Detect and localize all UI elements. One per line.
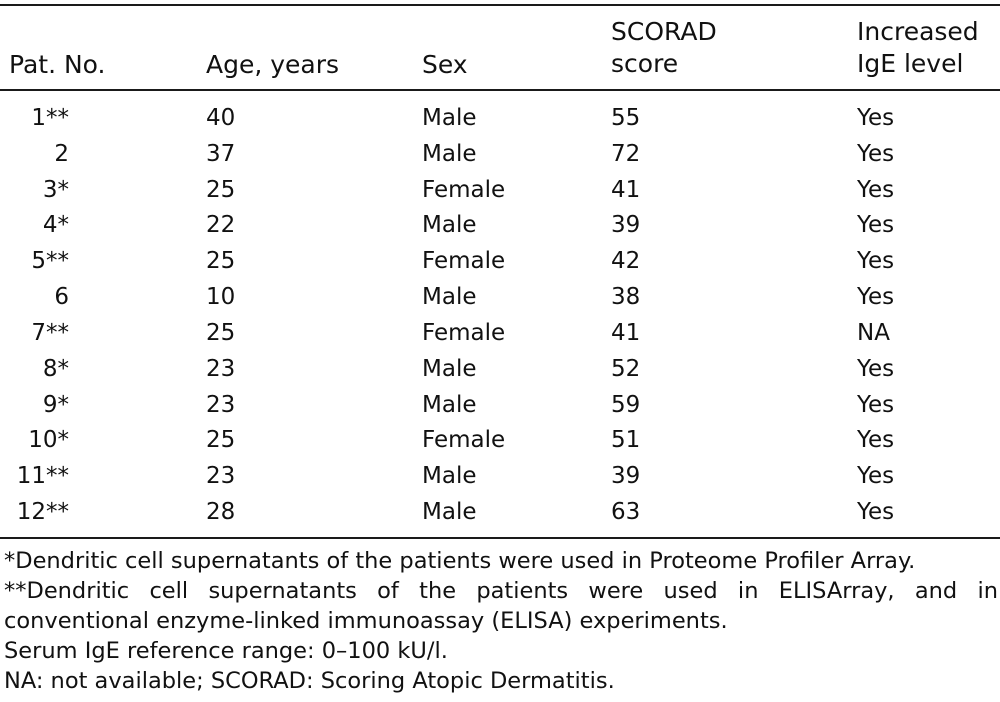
cell-sex: Male (422, 499, 477, 526)
table-footnotes (4, 546, 998, 696)
cell-pat-no: 9* (42, 391, 69, 418)
table-bottom-rule (0, 537, 1000, 539)
cell-ige-level: Yes (857, 176, 895, 203)
cell-age: 22 (206, 212, 236, 239)
cell-pat-no: 12** (16, 499, 69, 526)
cell-age: 37 (206, 140, 236, 167)
cell-sex: Male (422, 140, 477, 167)
cell-pat-no: 7** (31, 319, 69, 346)
table-body (0, 100, 1000, 530)
cell-ige-level: Yes (857, 284, 895, 311)
footnote-double-asterisk-line-2: conventional enzyme-linked immunoassay (ELISA) experiments. (4, 608, 728, 634)
table-row (0, 172, 1000, 208)
cell-sex: Female (422, 248, 506, 275)
table-row (0, 279, 1000, 315)
cell-ige-level: Yes (857, 427, 895, 454)
cell-age: 23 (206, 391, 236, 418)
cell-pat-no: 2 (54, 140, 69, 167)
header-ige-line-1: Increased (857, 17, 979, 46)
cell-sex: Female (422, 176, 506, 203)
cell-age: 23 (206, 463, 236, 490)
cell-pat-no: 8* (42, 355, 69, 382)
cell-ige-level: Yes (857, 463, 895, 490)
cell-ige-level: Yes (857, 140, 895, 167)
cell-sex: Male (422, 212, 477, 239)
cell-sex: Female (422, 427, 506, 454)
cell-age: 25 (206, 427, 236, 454)
cell-sex: Female (422, 319, 506, 346)
cell-pat-no: 11** (16, 463, 69, 490)
cell-pat-no: 5** (31, 248, 69, 275)
cell-ige-level: NA (857, 319, 890, 346)
header-sex (422, 49, 468, 81)
cell-age: 25 (206, 248, 236, 275)
table-row (0, 207, 1000, 243)
cell-ige-level: Yes (857, 391, 895, 418)
cell-sex: Male (422, 391, 477, 418)
cell-scorad-score: 41 (611, 319, 641, 346)
table-header-rule (0, 89, 1000, 91)
cell-ige-level: Yes (857, 355, 895, 382)
cell-age: 10 (206, 284, 236, 311)
header-pat-no-line-1: Pat. No. (9, 50, 106, 79)
cell-ige-level: Yes (857, 105, 895, 131)
cell-age: 25 (206, 176, 236, 203)
cell-age: 40 (206, 105, 236, 131)
header-ige-line-2: IgE level (857, 49, 964, 78)
cell-scorad-score: 38 (611, 284, 641, 311)
header-scorad-line-2: score (611, 49, 679, 78)
cell-pat-no: 3* (42, 176, 69, 203)
cell-age: 25 (206, 319, 236, 346)
cell-pat-no: 10* (28, 427, 69, 454)
table-row (0, 387, 1000, 423)
cell-scorad-score: 72 (611, 140, 641, 167)
table-row (0, 458, 1000, 494)
footnote-abbreviations: NA: not available; SCORAD: Scoring Atopic Dermatitis. (4, 668, 615, 694)
cell-scorad-score: 41 (611, 176, 641, 203)
cell-scorad-score: 51 (611, 427, 641, 454)
cell-pat-no: 4* (42, 212, 69, 239)
table-row (0, 422, 1000, 458)
header-age-line-1: Age, years (206, 50, 340, 79)
cell-ige-level: Yes (857, 499, 895, 526)
cell-age: 28 (206, 499, 236, 526)
header-ige (857, 16, 979, 80)
cell-age: 23 (206, 355, 236, 382)
cell-scorad-score: 52 (611, 355, 641, 382)
cell-scorad-score: 42 (611, 248, 641, 275)
footnote-double-asterisk-line-1: **Dendritic cell supernatants of the patients were used in ELISArray, and in (4, 578, 998, 604)
header-age (206, 49, 339, 81)
cell-pat-no: 6 (54, 284, 69, 311)
cell-sex: Male (422, 105, 477, 131)
table-row (0, 100, 1000, 136)
footnote-single-asterisk: *Dendritic cell supernatants of the patients were used in Proteome Profiler Array. (4, 548, 916, 574)
header-sex-line-1: Sex (422, 50, 468, 79)
cell-scorad-score: 39 (611, 463, 641, 490)
footnote-ige-reference: Serum IgE reference range: 0–100 kU/l. (4, 638, 448, 664)
cell-ige-level: Yes (857, 248, 895, 275)
cell-scorad-score: 59 (611, 391, 641, 418)
cell-scorad-score: 55 (611, 105, 641, 131)
header-scorad-line-1: SCORAD (611, 17, 717, 46)
table-row (0, 494, 1000, 530)
table-row (0, 351, 1000, 387)
cell-scorad-score: 63 (611, 499, 641, 526)
cell-sex: Male (422, 284, 477, 311)
cell-scorad-score: 39 (611, 212, 641, 239)
cell-sex: Male (422, 463, 477, 490)
table-top-rule (0, 4, 1000, 6)
table-row (0, 136, 1000, 172)
cell-ige-level: Yes (857, 212, 895, 239)
table-row (0, 243, 1000, 279)
header-scorad (611, 16, 717, 80)
header-pat-no (9, 49, 105, 81)
cell-sex: Male (422, 355, 477, 382)
cell-pat-no: 1** (31, 105, 69, 131)
table-row (0, 315, 1000, 351)
